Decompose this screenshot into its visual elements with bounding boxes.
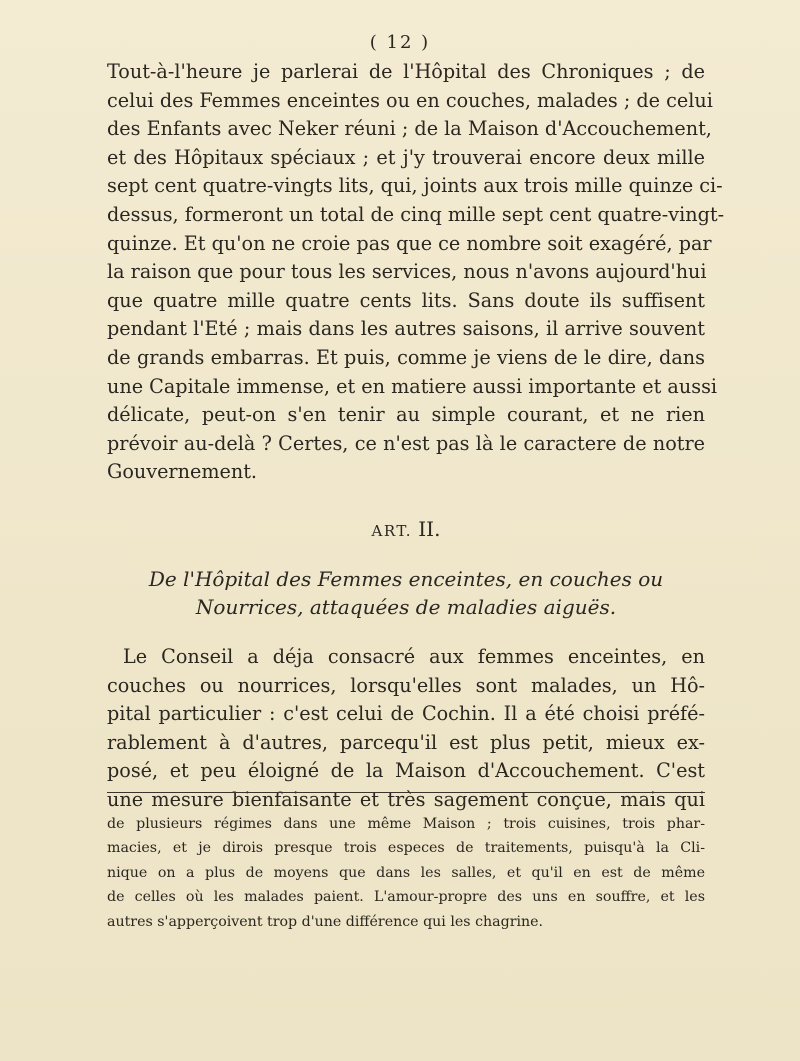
section-title — [107, 565, 705, 621]
footnote-divider — [107, 792, 705, 793]
footnote — [107, 812, 705, 934]
text-line: celui des Femmes enceintes ou en couches, malades ; de celui — [107, 88, 713, 112]
text-line: une mesure bienfaisante et très sagement conçue, mais qui — [107, 787, 705, 811]
text-line: posé, et peu éloigné de la Maison d'Accouchement. C'est — [107, 759, 705, 783]
text-line: dessus, formeront un total de cinq mille sept cent quatre-vingt- — [107, 202, 725, 226]
text-line: que quatre mille quatre cents lits. Sans doute ils suffisent — [107, 288, 705, 312]
section-title-line: Nourrices, attaquées de maladies aiguës. — [195, 594, 617, 619]
text-line: pital particulier : c'est celui de Cochin. Il a été choisi préfé- — [107, 702, 705, 726]
article-label: ART. — [371, 521, 412, 540]
footnote-line: de celles où les malades paient. L'amour-propre des uns en souffre, et les — [107, 889, 705, 906]
second-paragraph — [107, 643, 705, 815]
page-body — [107, 58, 725, 814]
footnote-line: autres s'apperçoivent trop d'une différence qui les chagrine. — [107, 913, 544, 930]
text-line: couches ou nourrices, lorsqu'elles sont malades, un Hô- — [107, 673, 705, 697]
text-line: quinze. Et qu'on ne croie pas que ce nombre soit exagéré, par — [107, 231, 712, 255]
text-line: délicate, peut-on s'en tenir au simple courant, et ne rien — [107, 403, 705, 427]
text-line: et des Hôpitaux spéciaux ; et j'y trouverai encore deux mille — [107, 145, 705, 169]
text-line: la raison que pour tous les services, nous n'avons aujourd'hui — [107, 260, 707, 284]
footnote-line: nique on a plus de moyens que dans les salles, et qu'il en est de même — [107, 864, 705, 881]
article-number: II. — [418, 516, 441, 541]
page-number: ( 12 ) — [369, 32, 431, 53]
text-line: de grands embarras. Et puis, comme je viens de le dire, dans — [107, 345, 705, 369]
footnote-line: de plusieurs régimes dans une même Maison ; trois cuisines, trois phar- — [107, 816, 705, 832]
text-line: des Enfants avec Neker réuni ; de la Maison d'Accouchement, — [107, 117, 712, 141]
section-title-line: De l'Hôpital des Femmes enceintes, en couches ou — [148, 566, 664, 591]
text-line: Tout-à-l'heure je parlerai de l'Hôpital des Chroniques ; de — [107, 60, 705, 83]
text-line: pendant l'Eté ; mais dans les autres saisons, il arrive souvent — [107, 317, 705, 341]
text-line: prévoir au-delà ? Certes, ce n'est pas là le caractere de notre — [107, 431, 705, 455]
text-line: Gouvernement. — [107, 460, 258, 484]
text-line: sept cent quatre-vingts lits, qui, joints aux trois mille quinze ci- — [107, 174, 723, 198]
main-paragraph — [107, 58, 725, 487]
footnote-line: macies, et je dirois presque trois especes de traitements, puisqu'à la Cli- — [107, 840, 705, 857]
text-line: une Capitale immense, et en matiere aussi importante et aussi — [107, 374, 718, 398]
text-line: rablement à d'autres, parcequ'il est plus petit, mieux ex- — [107, 730, 705, 754]
article-heading — [107, 517, 705, 541]
text-line: Le Conseil a déja consacré aux femmes enceintes, en — [123, 644, 705, 668]
